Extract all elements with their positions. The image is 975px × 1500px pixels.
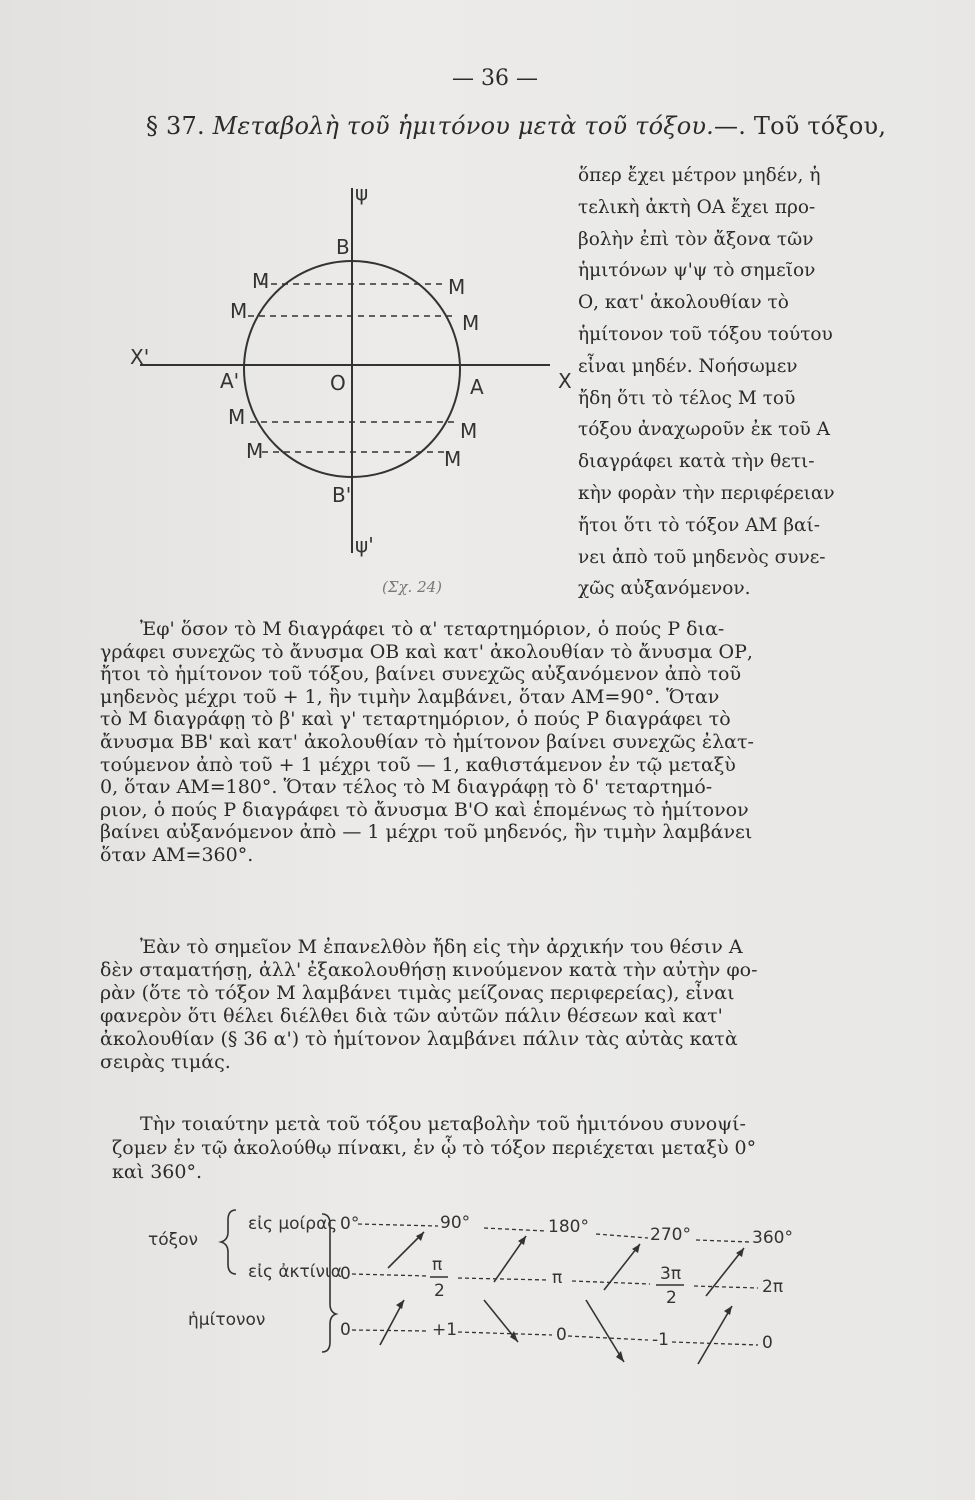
sine-plus1: +1 xyxy=(432,1320,458,1340)
text-line: καὶ 360°. xyxy=(112,1161,202,1183)
deg-dash-4 xyxy=(696,1240,750,1242)
deg-360: 360° xyxy=(752,1228,793,1248)
section-number: § 37. xyxy=(146,112,205,140)
sine-dash-4 xyxy=(672,1342,758,1345)
text-line: ἄνυσμα ΒΒ' καὶ κατ' ἀκολουθίαν τὸ ἡμίτονον βαίνει συνεχῶς ἐλατ- xyxy=(100,730,754,753)
table-label-degrees: εἰς μοίρας xyxy=(248,1214,338,1234)
label-A: A xyxy=(470,375,484,399)
label-x-prime: X' xyxy=(130,345,150,369)
label-M-lr1: M xyxy=(460,419,478,443)
arrowhead-sine-3 xyxy=(616,1351,624,1362)
page-number: — 36 — xyxy=(452,66,538,91)
sine-0-start: 0 xyxy=(340,1320,351,1340)
rad-3pi-half-den: 2 xyxy=(666,1288,677,1308)
sine-dash-2 xyxy=(458,1332,552,1335)
left-brace xyxy=(221,1210,236,1274)
label-M-ul1: M xyxy=(252,269,270,293)
text-line: Ο, κατ' ἀκολουθίαν τὸ xyxy=(578,292,789,314)
deg-0: 0° xyxy=(340,1214,360,1234)
text-line: τὸ Μ διαγράφῃ τὸ β' καὶ γ' τεταρτημόριον, ὁ πούς Ρ διαγράφει τὸ xyxy=(100,708,731,731)
label-B-prime: B' xyxy=(332,483,352,507)
text-line: ἤτοι ὅτι τὸ τόξον ΑΜ βαί- xyxy=(578,514,821,536)
deg-180: 180° xyxy=(548,1217,589,1237)
rad-dash-4 xyxy=(694,1286,758,1288)
text-line: Ἐφ' ὅσον τὸ Μ διαγράφει τὸ α' τεταρτημόριον, ὁ πούς Ρ δια- xyxy=(140,618,725,640)
rad-3pi-half-num: 3π xyxy=(660,1264,682,1284)
text-line: ρὰν (ὅτε τὸ τόξον Μ λαμβάνει τιμὰς μείζονας περιφερείας), εἶναι xyxy=(100,982,735,1004)
rad-pi: π xyxy=(552,1268,563,1288)
arrow-sine-4 xyxy=(698,1306,732,1364)
rad-pi-half-num: π xyxy=(432,1255,443,1275)
rad-dash-2 xyxy=(458,1278,548,1280)
table-label-radians: εἰς ἀκτίνια xyxy=(248,1262,342,1282)
text-line: 0, ὅταν ΑΜ=180°. Ὅταν τέλος τὸ Μ διαγράφῃ τὸ δ' τεταρτημό- xyxy=(100,776,713,799)
label-M-ll2: M xyxy=(246,439,264,463)
text-line: ἀκολουθίαν (§ 36 α') τὸ ἡμίτονον λαμβάνει πάλιν τὰς αὐτὰς κατὰ xyxy=(100,1028,738,1050)
arrow-sine-3 xyxy=(586,1300,624,1362)
text-line: διαγράφει κατὰ τὴν θετι- xyxy=(578,451,815,473)
text-line: ὅταν ΑΜ=360°. xyxy=(100,843,254,866)
text-line: ἤδη ὅτι τὸ τέλος Μ τοῦ xyxy=(578,387,796,409)
arrowhead-sine-4 xyxy=(724,1306,732,1315)
deg-270: 270° xyxy=(650,1225,691,1245)
label-M-ul2: M xyxy=(230,299,248,323)
rad-dash-1 xyxy=(352,1274,428,1276)
figure-caption: (Σχ. 24) xyxy=(382,578,443,596)
arrowhead-deg-2 xyxy=(518,1236,526,1245)
label-O: O xyxy=(330,371,346,395)
label-A-prime: A' xyxy=(220,369,240,393)
text-line: χῶς αὐξανόμενον. xyxy=(578,578,751,600)
text-line: Ἐὰν τὸ σημεῖον Μ ἐπανελθὸν ἤδη εἰς τὴν ἀρχικήν του θέσιν Α xyxy=(140,936,743,958)
text-line: ἤτοι τὸ ἡμίτονον τοῦ τόξου, βαίνει συνεχῶς αὐξανόμενον ἀπὸ τοῦ xyxy=(100,663,742,686)
rad-0: 0 xyxy=(340,1264,351,1284)
sine-0-end: 0 xyxy=(762,1333,773,1353)
section-title: Μεταβολὴ τοῦ ἡμιτόνου μετὰ τοῦ τόξου. xyxy=(212,112,714,140)
label-M-ll1: M xyxy=(228,405,246,429)
text-line: εἶναι μηδέν. Νοήσωμεν xyxy=(578,355,798,377)
label-psi-prime: ψ' xyxy=(355,533,374,557)
text-line: κὴν φορὰν τὴν περιφέρειαν xyxy=(578,482,835,504)
text-line: Τὴν τοιαύτην μετὰ τοῦ τόξου μεταβολὴν τοῦ ἡμιτόνου συνοψί- xyxy=(140,1113,746,1135)
text-line: μηδενὸς μέχρι τοῦ + 1, ἣν τιμὴν λαμβάνει, ὅταν ΑΜ=90°. Ὅταν xyxy=(100,685,720,708)
sine-minus1: -1 xyxy=(652,1330,669,1350)
label-x: X xyxy=(558,369,572,393)
text-line: ὅπερ ἔχει μέτρον μηδέν, ἡ xyxy=(578,165,821,186)
text-line: ριον, ὁ πούς Ρ διαγράφει τὸ ἄνυσμα Β'Ο καὶ ἑπομένως τὸ ἡμίτονον xyxy=(100,798,749,821)
text-line: σειρὰς τιμάς. xyxy=(100,1051,231,1073)
text-line: τόξου ἀναχωροῦν ἐκ τοῦ Α xyxy=(578,419,830,441)
text-line: γράφει συνεχῶς τὸ ἄνυσμα ΟΒ καὶ κατ' ἀκολουθίαν τὸ ἄνυσμα ΟΡ, xyxy=(100,640,753,663)
text-line: δὲν σταματήσῃ, ἀλλ' ἐξακολουθήσῃ κινούμενον κατὰ τὴν αὐτὴν φο- xyxy=(100,959,758,981)
deg-90: 90° xyxy=(440,1213,471,1233)
sine-dash-1 xyxy=(352,1330,428,1331)
text-line: βολὴν ἐπὶ τὸν ἄξονα τῶν xyxy=(578,228,814,250)
text-line: βαίνει αὐξανόμενον ἀπὸ — 1 μέχρι τοῦ μηδενός, ἣν τιμὴν λαμβάνει xyxy=(100,821,753,844)
text-line: τούμενον ἀπὸ τοῦ + 1 μέχρι τοῦ — 1, καθιστάμενον ἐν τῷ μεταξὺ xyxy=(100,753,736,776)
sine-0-mid: 0 xyxy=(556,1325,567,1345)
section-lead: —. Τοῦ τόξου, xyxy=(714,112,887,140)
text-line: νει ἀπὸ τοῦ μηδενὸς συνε- xyxy=(578,546,826,568)
text-line: φανερὸν ὅτι θέλει διέλθει διὰ τῶν αὐτῶν πάλιν θέσεων καὶ κατ' xyxy=(100,1005,723,1027)
deg-dash-2 xyxy=(484,1228,546,1231)
rad-pi-half-den: 2 xyxy=(434,1281,445,1301)
text-line: ἡμίτονον τοῦ τόξου τούτου xyxy=(578,323,833,345)
deg-dash-3 xyxy=(596,1234,648,1238)
label-B: B xyxy=(336,235,350,259)
rad-2pi: 2π xyxy=(762,1277,784,1297)
label-M-ur2: M xyxy=(462,311,480,335)
label-psi: ψ xyxy=(355,181,369,205)
table-label-arc: τόξον xyxy=(148,1230,199,1250)
table-label-sine: ἡμίτονον xyxy=(188,1310,266,1330)
arrow-deg-4 xyxy=(706,1248,744,1296)
text-line: τελικὴ ἀκτὴ ΟΑ ἔχει προ- xyxy=(578,196,816,218)
text-line: ζομεν ἐν τῷ ἀκολούθῳ πίνακι, ἐν ᾧ τὸ τόξον περιέχεται μεταξὺ 0° xyxy=(112,1137,757,1159)
arrowhead-sine-1 xyxy=(396,1300,404,1309)
deg-dash-1 xyxy=(358,1224,438,1226)
text-line: ἡμιτόνων ψ'ψ τὸ σημεῖον xyxy=(578,260,816,282)
right-brace xyxy=(322,1214,336,1352)
label-M-ur1: M xyxy=(448,275,466,299)
label-M-lr2: M xyxy=(444,447,462,471)
